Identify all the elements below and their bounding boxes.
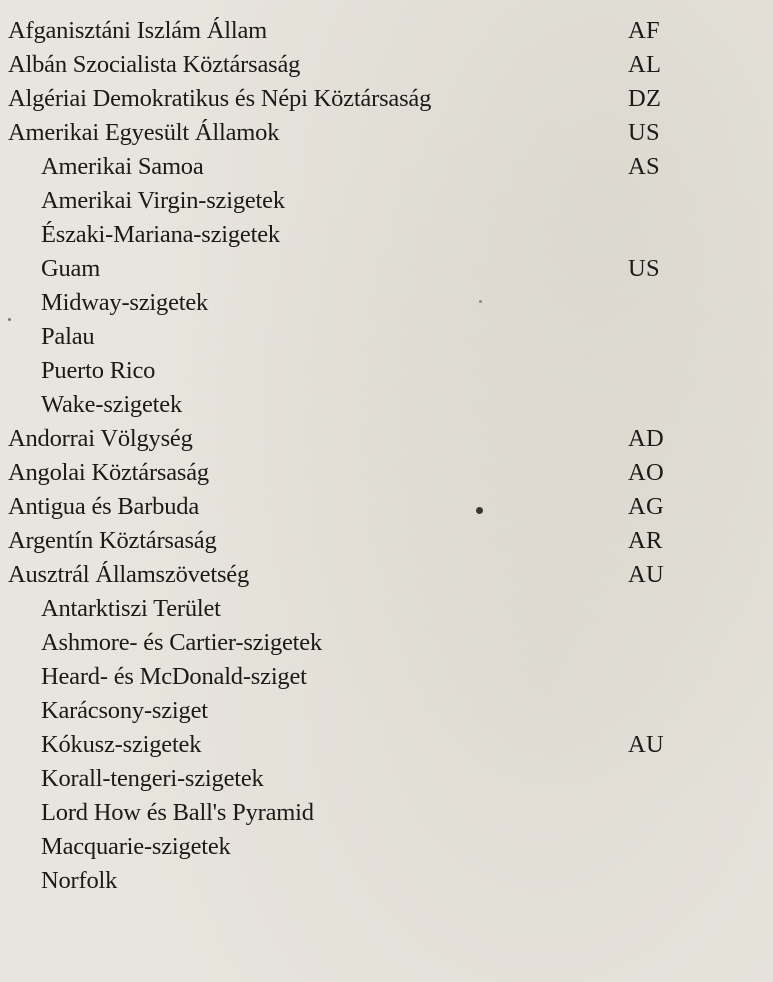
country-name: Ausztrál Államszövetség (8, 561, 250, 588)
list-item (0, 82, 773, 116)
territory-name: Karácsony-sziget (41, 697, 208, 724)
ink-speck (479, 300, 482, 303)
territory-name: Heard- és McDonald-sziget (41, 663, 307, 690)
country-code: AL (628, 51, 662, 78)
list-item (0, 830, 773, 864)
list-item (0, 592, 773, 626)
list-item (0, 660, 773, 694)
country-code: AG (628, 493, 664, 520)
country-code: US (628, 119, 660, 146)
list-item (0, 320, 773, 354)
list-item (0, 150, 773, 184)
territory-name: Macquarie-szigetek (41, 833, 231, 860)
territory-name: Puerto Rico (41, 357, 156, 384)
list-item (0, 456, 773, 490)
country-code: AU (628, 731, 664, 758)
list-item (0, 524, 773, 558)
ink-speck (476, 507, 483, 514)
list-item (0, 48, 773, 82)
territory-name: Amerikai Virgin-szigetek (41, 187, 285, 214)
country-code: AD (628, 425, 664, 452)
list-item (0, 14, 773, 48)
list-item (0, 218, 773, 252)
list-item (0, 490, 773, 524)
list-item (0, 626, 773, 660)
territory-name: Antarktiszi Terület (41, 595, 221, 622)
country-code-list (0, 14, 773, 898)
list-item (0, 388, 773, 422)
country-name: Andorrai Völgység (8, 425, 193, 452)
list-item (0, 762, 773, 796)
list-item (0, 796, 773, 830)
territory-name: Amerikai Samoa (41, 153, 204, 180)
ink-speck (8, 318, 11, 321)
territory-name: Norfolk (41, 867, 118, 894)
list-item (0, 252, 773, 286)
country-name: Antigua és Barbuda (8, 493, 199, 520)
list-item (0, 286, 773, 320)
list-item (0, 558, 773, 592)
country-code: AR (628, 527, 663, 554)
country-code: US (628, 255, 660, 282)
territory-name: Kókusz-szigetek (41, 731, 202, 758)
territory-name: Midway-szigetek (41, 289, 209, 316)
country-code: DZ (628, 85, 662, 112)
list-item (0, 728, 773, 762)
territory-name: Lord How és Ball's Pyramid (41, 799, 314, 826)
list-item (0, 694, 773, 728)
country-name: Angolai Köztársaság (8, 459, 209, 486)
territory-name: Guam (41, 255, 101, 282)
country-name: Albán Szocialista Köztársaság (8, 51, 301, 78)
country-name: Afganisztáni Iszlám Állam (8, 17, 267, 44)
list-item (0, 184, 773, 218)
country-code: AO (628, 459, 664, 486)
country-name: Amerikai Egyesült Államok (8, 119, 280, 146)
territory-name: Északi-Mariana-szigetek (41, 221, 280, 248)
list-item (0, 864, 773, 898)
country-code: AS (628, 153, 660, 180)
country-code: AF (628, 17, 660, 44)
territory-name: Palau (41, 323, 95, 350)
territory-name: Wake-szigetek (41, 391, 182, 418)
country-code: AU (628, 561, 664, 588)
list-item (0, 354, 773, 388)
list-item (0, 116, 773, 150)
territory-name: Ashmore- és Cartier-szigetek (41, 629, 322, 656)
list-item (0, 422, 773, 456)
country-name: Algériai Demokratikus és Népi Köztársaság (8, 85, 432, 112)
territory-name: Korall-tengeri-szigetek (41, 765, 264, 792)
country-name: Argentín Köztársaság (8, 527, 217, 554)
